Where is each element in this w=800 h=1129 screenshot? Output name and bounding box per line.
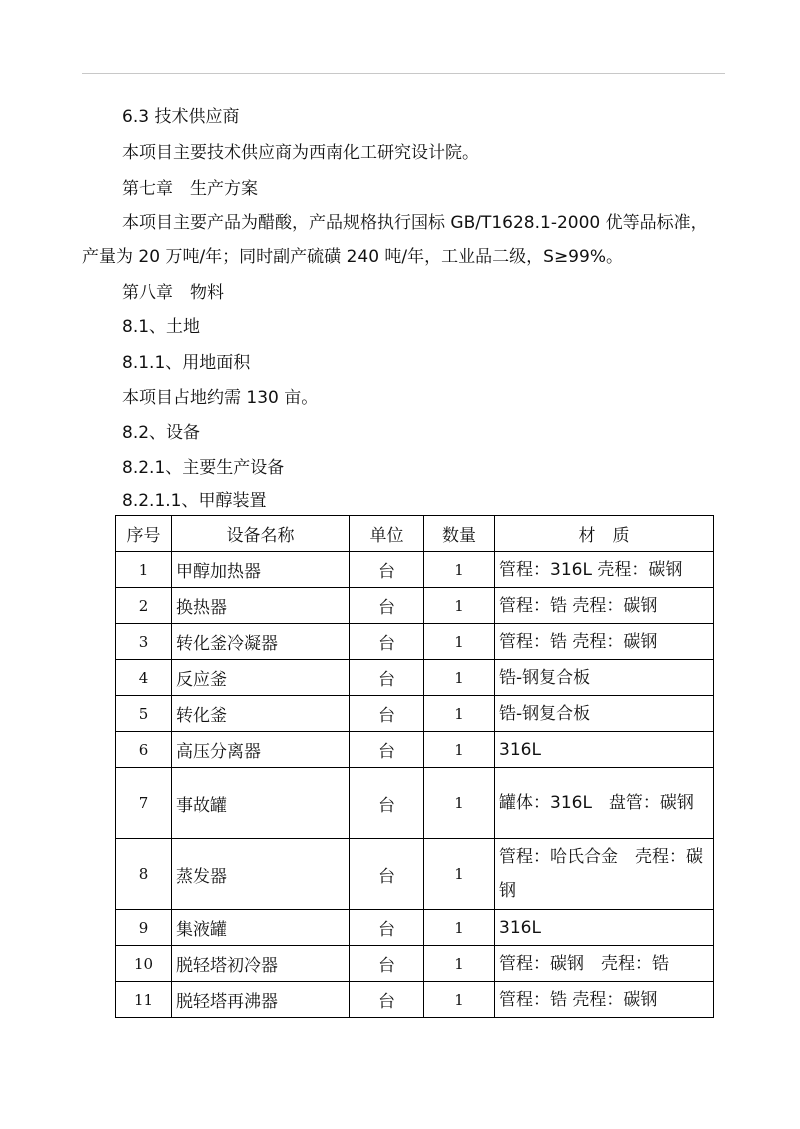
table-row: [116, 768, 714, 839]
cell-no: 2: [116, 588, 172, 624]
header-qty: 数量: [424, 516, 495, 552]
equipment-table: [115, 515, 714, 1018]
header-name: 设备名称: [172, 516, 350, 552]
cell-material: 管程：碳钢 壳程：锆: [495, 946, 714, 982]
cell-material: 管程：哈氏合金 壳程：碳钢: [495, 839, 714, 910]
cell-material: 316L: [495, 910, 714, 946]
table-row: [116, 732, 714, 768]
cell-unit: 台: [350, 910, 424, 946]
cell-qty: 1: [424, 588, 495, 624]
cell-qty: 1: [424, 768, 495, 839]
cell-material: 锆-钢复合板: [495, 696, 714, 732]
cell-qty: 1: [424, 910, 495, 946]
cell-no: 9: [116, 910, 172, 946]
cell-unit: 台: [350, 768, 424, 839]
table-row: [116, 660, 714, 696]
cell-name: 高压分离器: [172, 732, 350, 768]
cell-unit: 台: [350, 588, 424, 624]
cell-name: 蒸发器: [172, 839, 350, 910]
cell-unit: 台: [350, 839, 424, 910]
chapter-7-text-line-2: 产量为 20 万吨/年；同时副产硫磺 240 吨/年，工业品二级，S≥99%。: [82, 247, 623, 267]
cell-name: 甲醇加热器: [172, 552, 350, 588]
cell-no: 10: [116, 946, 172, 982]
cell-no: 7: [116, 768, 172, 839]
table-header-row: [116, 516, 714, 552]
cell-name: 脱轻塔初冷器: [172, 946, 350, 982]
section-8-1-heading: 8.1、土地: [122, 317, 201, 337]
cell-name: 集液罐: [172, 910, 350, 946]
cell-no: 1: [116, 552, 172, 588]
section-8-2-1-heading: 8.2.1、主要生产设备: [122, 458, 285, 478]
cell-qty: 1: [424, 660, 495, 696]
cell-name: 转化釜冷凝器: [172, 624, 350, 660]
cell-no: 11: [116, 982, 172, 1018]
cell-name: 换热器: [172, 588, 350, 624]
cell-unit: 台: [350, 696, 424, 732]
section-6-3-heading: 6.3 技术供应商: [122, 107, 240, 127]
cell-no: 5: [116, 696, 172, 732]
table-row: [116, 552, 714, 588]
table-row: [116, 624, 714, 660]
cell-name: 转化釜: [172, 696, 350, 732]
section-8-2-heading: 8.2、设备: [122, 423, 201, 443]
table-row: [116, 982, 714, 1018]
header-material: 材 质: [495, 516, 714, 552]
section-8-1-1-heading: 8.1.1、用地面积: [122, 353, 251, 373]
cell-material: 管程：316L 壳程：碳钢: [495, 552, 714, 588]
header-rule: [82, 73, 725, 74]
cell-unit: 台: [350, 732, 424, 768]
cell-name: 事故罐: [172, 768, 350, 839]
cell-unit: 台: [350, 982, 424, 1018]
header-no: 序号: [116, 516, 172, 552]
cell-unit: 台: [350, 624, 424, 660]
table-row: [116, 910, 714, 946]
cell-name: 反应釜: [172, 660, 350, 696]
chapter-7-heading: 第七章 生产方案: [122, 179, 258, 199]
cell-qty: 1: [424, 552, 495, 588]
cell-no: 6: [116, 732, 172, 768]
cell-qty: 1: [424, 696, 495, 732]
table-row: [116, 588, 714, 624]
section-6-3-text: 本项目主要技术供应商为西南化工研究设计院。: [122, 143, 479, 163]
cell-no: 4: [116, 660, 172, 696]
cell-material: 管程：锆 壳程：碳钢: [495, 982, 714, 1018]
cell-material: 管程：锆 壳程：碳钢: [495, 624, 714, 660]
cell-name: 脱轻塔再沸器: [172, 982, 350, 1018]
cell-qty: 1: [424, 982, 495, 1018]
table-row: [116, 696, 714, 732]
table-row: [116, 839, 714, 910]
cell-unit: 台: [350, 552, 424, 588]
cell-no: 3: [116, 624, 172, 660]
header-unit: 单位: [350, 516, 424, 552]
cell-qty: 1: [424, 946, 495, 982]
cell-no: 8: [116, 839, 172, 910]
cell-material: 316L: [495, 732, 714, 768]
cell-unit: 台: [350, 946, 424, 982]
section-8-2-1-1-heading: 8.2.1.1、甲醇装置: [122, 491, 267, 511]
chapter-7-text-line-1: 本项目主要产品为醋酸，产品规格执行国标 GB/T1628.1-2000 优等品标准，: [122, 213, 708, 233]
cell-qty: 1: [424, 624, 495, 660]
cell-material: 锆-钢复合板: [495, 660, 714, 696]
cell-unit: 台: [350, 660, 424, 696]
cell-material: 管程：锆 壳程：碳钢: [495, 588, 714, 624]
cell-qty: 1: [424, 839, 495, 910]
chapter-8-heading: 第八章 物料: [122, 283, 224, 303]
section-8-1-1-text: 本项目占地约需 130 亩。: [122, 388, 319, 408]
table-row: [116, 946, 714, 982]
cell-material: 罐体：316L 盘管：碳钢: [495, 768, 714, 839]
cell-qty: 1: [424, 732, 495, 768]
